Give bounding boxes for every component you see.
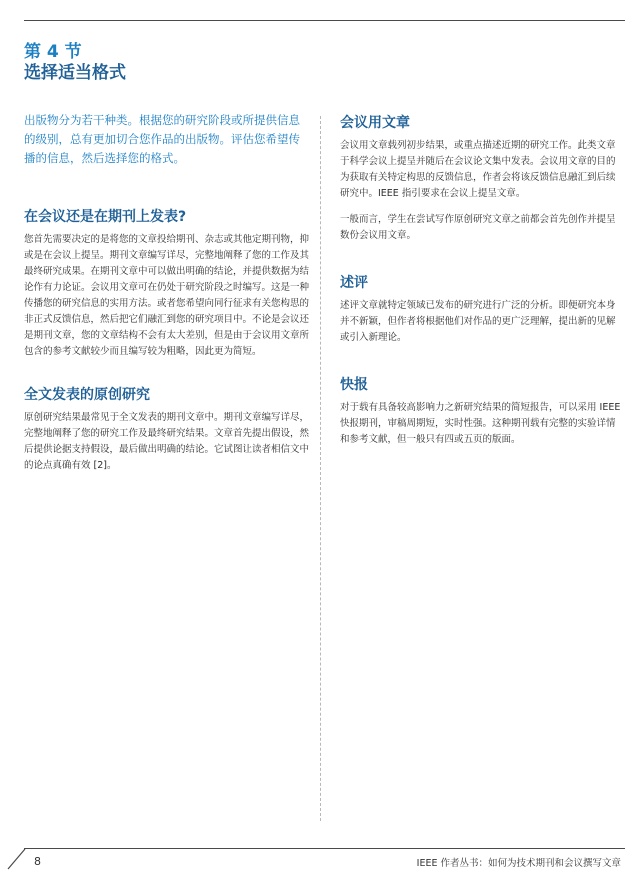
section-number: 第 4 节 bbox=[24, 42, 82, 62]
page-number: 8 bbox=[34, 855, 41, 868]
top-rule bbox=[24, 20, 625, 21]
footer-title: IEEE 作者丛书：如何为技术期刊和会议撰写文章 bbox=[416, 858, 621, 869]
section-paragraph: 述评文章就特定领域已发布的研究进行广泛的分析。即便研究本身并不新颖，但作者将根据他们对作品的更广泛理解，提出新的见解或引入新理论。 bbox=[340, 300, 616, 343]
section-conference-paper bbox=[340, 114, 624, 244]
left-column bbox=[24, 111, 310, 474]
section-heading: 在会议还是在期刊上发表? bbox=[24, 209, 187, 225]
section-heading: 会议用文章 bbox=[340, 115, 410, 131]
section-letters bbox=[340, 376, 624, 448]
section-heading: 述评 bbox=[340, 275, 368, 291]
section-title: 选择适当格式 bbox=[24, 63, 126, 83]
section-paragraph: 一般而言，学生在尝试写作原创研究文章之前都会首先创作并提呈数份会议用文章。 bbox=[340, 214, 616, 241]
section-body: 原创研究结果最常见于全文发表的期刊文章中。期刊文章编写详尽，完整地阐释了您的研究工作及最终研究结果。文章首先提出假设，然后提供论据支持假设，最后做出明确的结论。它试图让读者相信文中的论点真确有效 [2]。 bbox=[24, 412, 310, 471]
section-paragraph: 会议用文章载列初步结果，或重点描述近期的研究工作。此类文章于科学会议上提呈并随后在会议论文集中发表。会议用文章的目的为获取有关特定构思的反馈信息，作者会将该反馈信息融汇到后续研究中。IEEE 指引要求在会议上提呈文章。 bbox=[340, 140, 616, 199]
section-header bbox=[24, 42, 126, 84]
section-body: 您首先需要决定的是将您的文章投给期刊、杂志或其他定期刊物，抑或是在会议上提呈。期刊文章编写详尽，完整地阐释了您的工作及其最终研究成果。在期刊文章中可以做出明确的结论，并提供数据为结论作有力论证。会议用文章可在仍处于研究阶段之时编写。这是一种传播您的研究信息的实用方法。或者您希望向同行征求有关您构思的非正式反馈信息，然后把它们融汇到您的研究项目中。不论是会议还是期刊文章，您的文章结构不会有太大差别，但是由于会议用文章所包含的参考文献较少而且编写较为粗略，因此更为简短。 bbox=[24, 234, 310, 357]
footer-rule bbox=[24, 848, 625, 849]
section-heading: 全文发表的原创研究 bbox=[24, 387, 150, 403]
section-original-research bbox=[24, 386, 310, 474]
page-footer bbox=[0, 843, 643, 876]
section-heading: 快报 bbox=[340, 377, 368, 393]
intro-paragraph: 出版物分为若干种类。根据您的研究阶段或所提供信息的级别，总有更加切合您作品的出版物。评估您希望传播的信息，然后选择您的格式。 bbox=[24, 113, 300, 165]
section-paragraph: 对于载有具备较高影响力之新研究结果的简短报告，可以采用 IEEE 快报期刊，审稿周期短，实时性强。这种期刊载有完整的实验详情和参考文献，但一般只有四或五页的版面。 bbox=[340, 402, 621, 445]
right-column bbox=[340, 114, 624, 448]
column-divider bbox=[320, 116, 321, 821]
section-conference-vs-journal bbox=[24, 208, 310, 360]
section-review bbox=[340, 274, 624, 346]
